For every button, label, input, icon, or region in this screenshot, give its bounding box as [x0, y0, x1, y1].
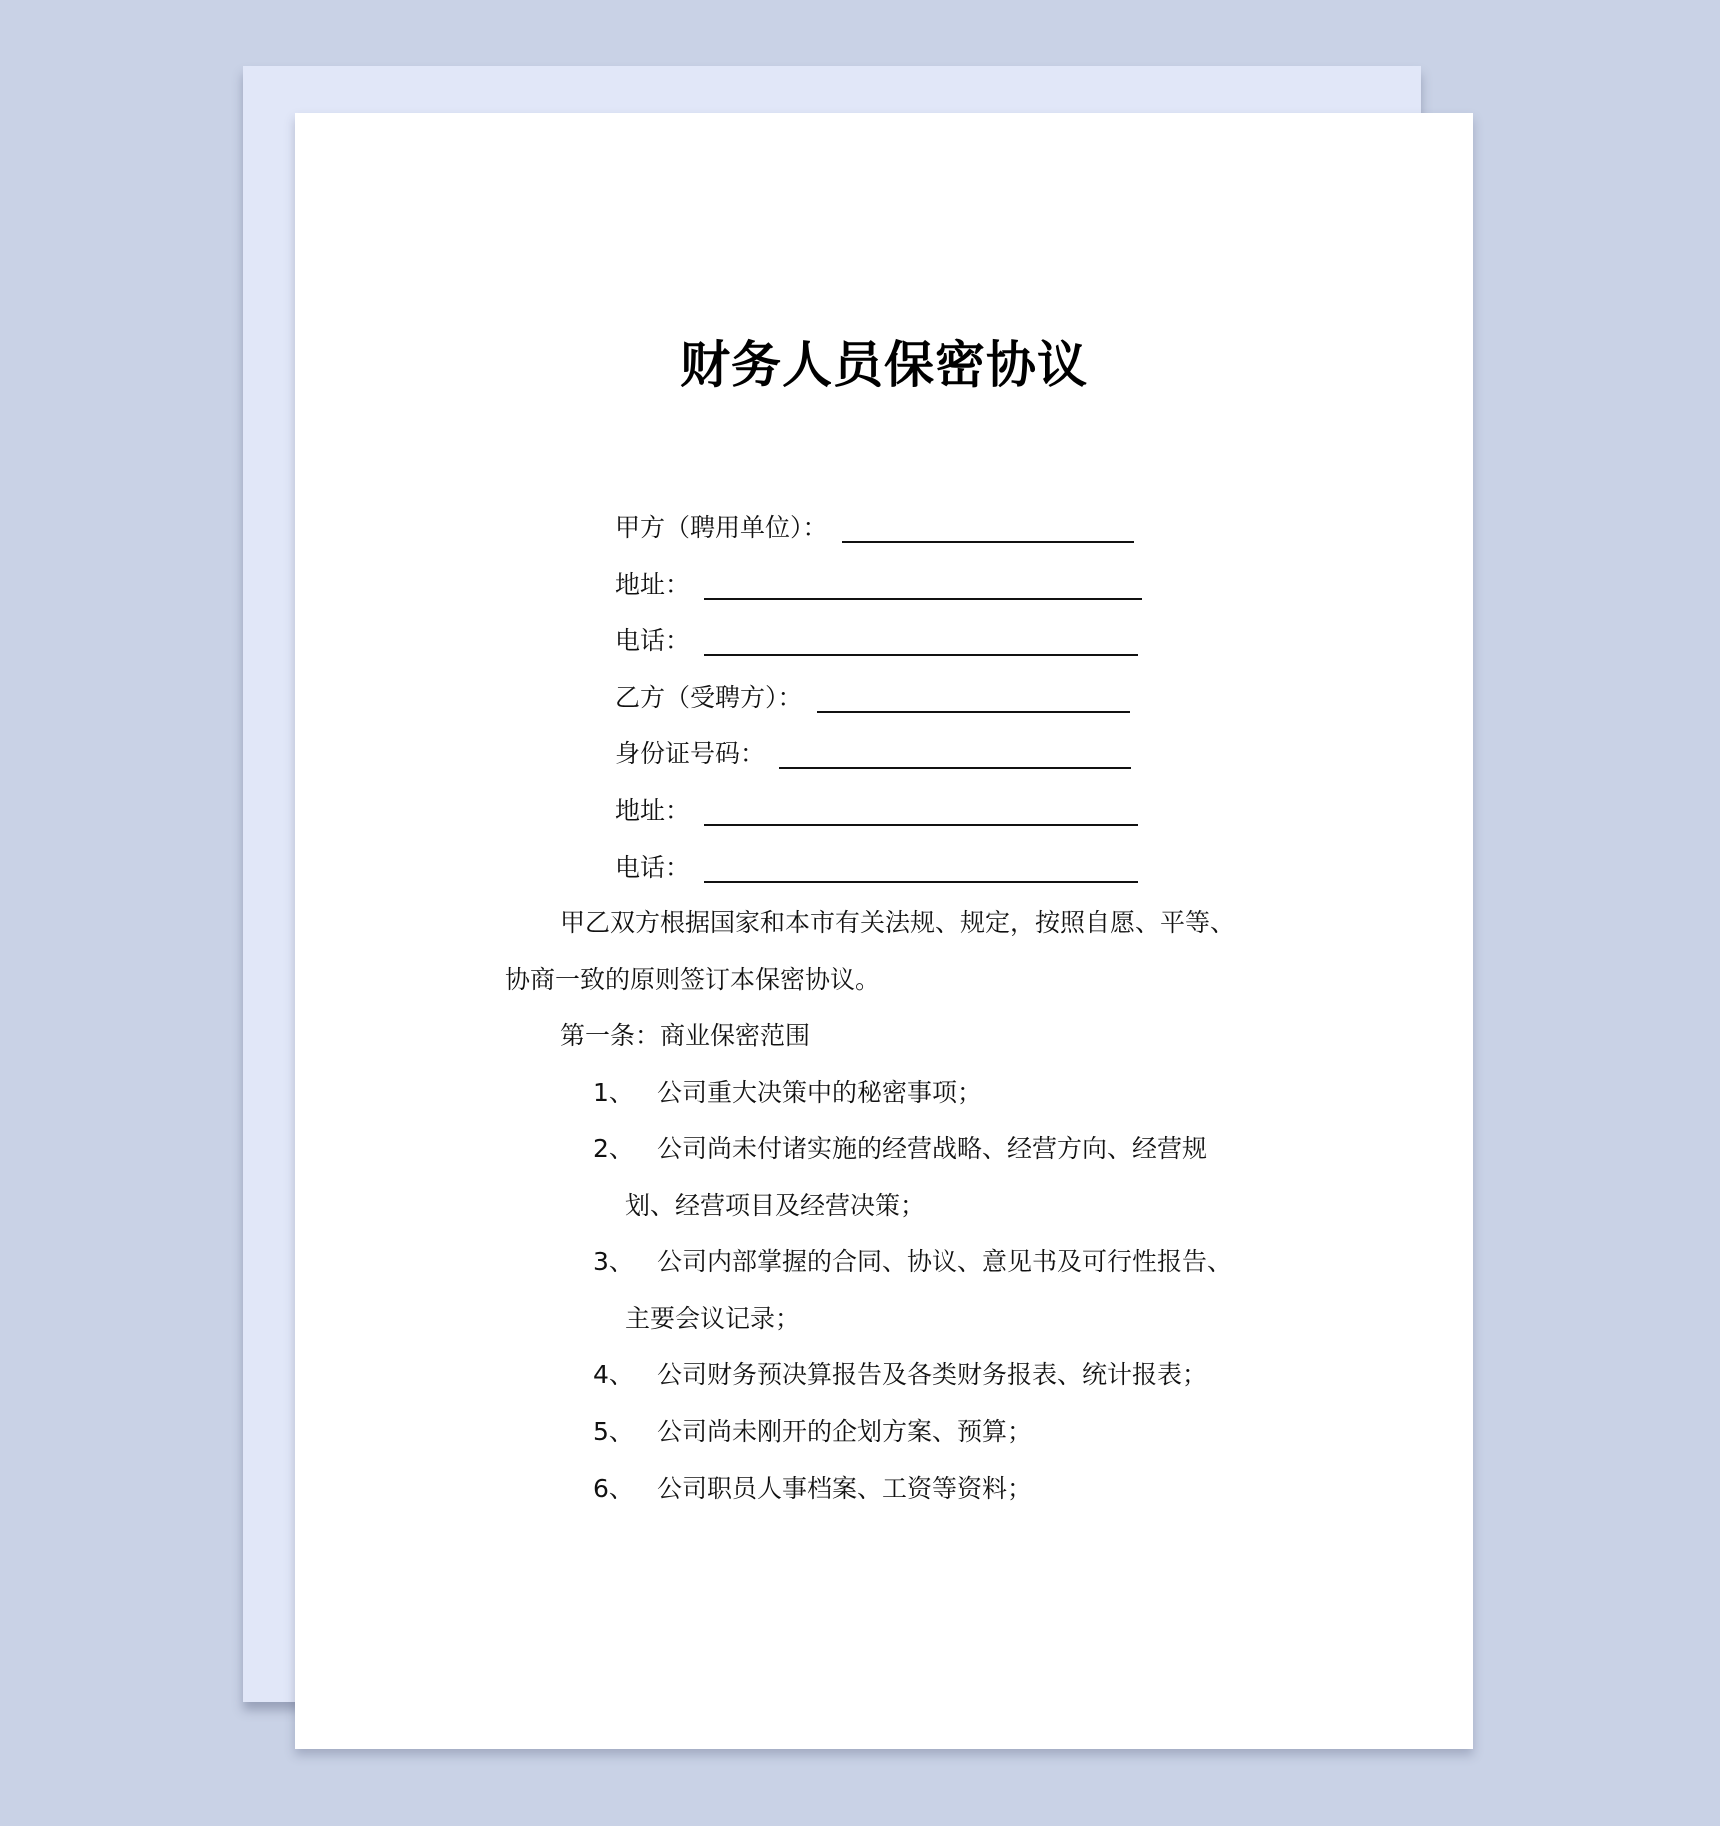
list-item-number: 2、 — [593, 1134, 634, 1163]
field-party-b-address — [615, 796, 1138, 826]
document-page — [295, 113, 1473, 1749]
blank-line[interactable] — [779, 741, 1131, 769]
list-item: 公司尚未付诸实施的经营战略、经营方向、经营规 — [657, 1134, 1208, 1163]
field-party-b — [615, 683, 1130, 713]
intro-paragraph-line-2: 协商一致的原则签订本保密协议。 — [505, 965, 881, 994]
list-item: 公司尚未刚开的企划方案、预算； — [657, 1417, 1033, 1446]
field-party-a-address — [615, 570, 1142, 600]
blank-line[interactable] — [842, 515, 1134, 543]
field-label: 电话： — [615, 626, 691, 655]
blank-line[interactable] — [817, 685, 1130, 713]
field-party-a-phone — [615, 626, 1138, 656]
list-item-continuation: 主要会议记录； — [625, 1304, 801, 1333]
field-label: 身份证号码： — [615, 739, 766, 768]
field-party-a — [615, 513, 1134, 543]
field-party-b-id — [615, 739, 1131, 769]
field-label: 地址： — [615, 570, 691, 599]
intro-paragraph-line-1: 甲乙双方根据国家和本市有关法规、规定，按照自愿、平等、 — [560, 908, 1236, 937]
field-party-b-phone — [615, 853, 1138, 883]
blank-line[interactable] — [704, 798, 1138, 826]
blank-line[interactable] — [704, 855, 1138, 883]
list-item-number: 5、 — [593, 1417, 634, 1446]
list-item-number: 6、 — [593, 1474, 634, 1503]
list-item: 公司内部掌握的合同、协议、意见书及可行性报告、 — [657, 1247, 1233, 1276]
field-label: 电话： — [615, 853, 691, 882]
list-item: 公司重大决策中的秘密事项； — [657, 1078, 983, 1107]
blank-line[interactable] — [704, 572, 1142, 600]
list-item: 公司职员人事档案、工资等资料； — [657, 1474, 1033, 1503]
section-heading: 第一条：商业保密范围 — [560, 1021, 811, 1050]
list-item-number: 1、 — [593, 1078, 634, 1107]
document-title: 财务人员保密协议 — [680, 336, 1088, 394]
field-label: 地址： — [615, 796, 691, 825]
field-label: 甲方（聘用单位）： — [615, 513, 828, 542]
field-label: 乙方（受聘方）： — [615, 683, 803, 712]
blank-line[interactable] — [704, 628, 1138, 656]
list-item-number: 3、 — [593, 1247, 634, 1276]
list-item-number: 4、 — [593, 1360, 634, 1389]
list-item-continuation: 划、经营项目及经营决策； — [625, 1191, 926, 1220]
list-item: 公司财务预决算报告及各类财务报表、统计报表； — [657, 1360, 1208, 1389]
